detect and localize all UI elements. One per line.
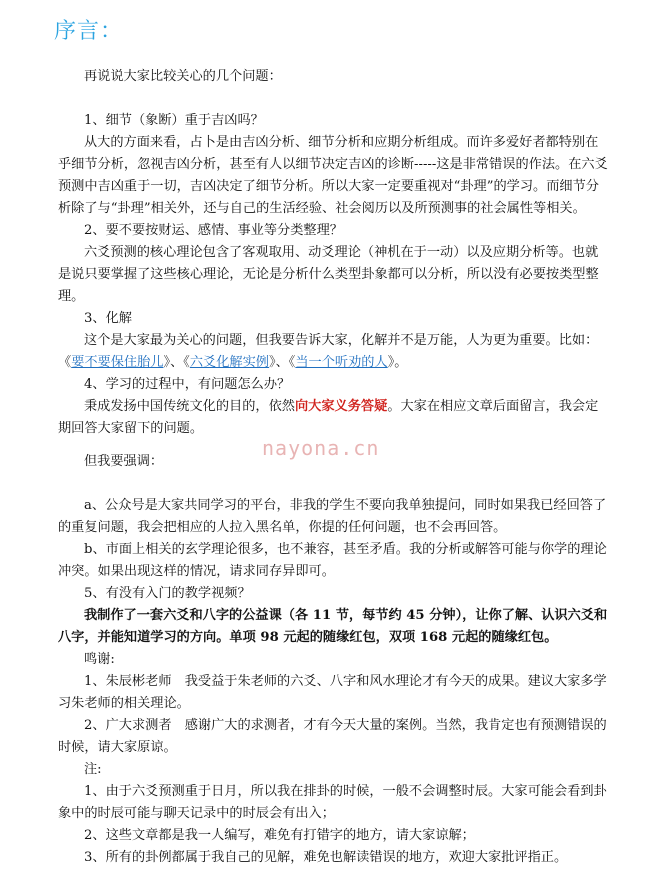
question-5-heading: 5、有没有入门的教学视频？	[84, 586, 251, 601]
link-keep-fetus[interactable]: 要不要保住胎儿	[71, 355, 164, 370]
question-3-body	[58, 330, 610, 374]
page-title: 序言：	[54, 19, 124, 44]
question-4-text-after: 。大家在相应文章后面留言，我会定期回答大家留下的问题。	[58, 399, 599, 436]
question-1-heading: 1、细节（象断）重于吉凶吗？	[84, 113, 264, 128]
thanks-item-2: 2、广大求测者 感谢广大的求测者，才有今天大量的案例。当然，我肯定也有预测错误的时候，请大家原谅。	[58, 718, 607, 755]
link-liuyao-resolution-examples[interactable]: 六爻化解实例	[189, 355, 269, 370]
point-a: a、公众号是大家共同学习的平台，非我的学生不要向我单独提问，同时如果我已经回答了的重复问题，我会把相应的人拉入黑名单，你提的任何问题，也不会再回答。	[58, 498, 607, 535]
question-4-text-before: 秉成发扬中国传统文化的目的，依然	[84, 399, 295, 414]
bracket-open: 《	[58, 355, 72, 370]
question-3-text: 这个是大家最为关心的问题，但我要告诉大家，化解并不是万能，人为更为重要。比如：	[84, 333, 599, 348]
note-1: 1、由于六爻预测重于日月，所以我在排卦的时候，一般不会调整时辰。大家可能会看到卦象中的时辰可能与聊天记录中的时辰会有出入；	[58, 784, 607, 821]
free-qa-highlight: 向大家义务答疑	[295, 399, 388, 414]
question-4-body	[58, 396, 610, 440]
link-listen-to-advice[interactable]: 当一个听劝的人	[295, 355, 388, 370]
note-3: 3、所有的卦例都属于我自己的见解，难免也解读错误的地方，欢迎大家批评指正。	[84, 850, 568, 865]
question-4-heading: 4、学习的过程中，有问题怎么办？	[84, 377, 291, 392]
watermark: nayona.cn	[262, 436, 380, 460]
intro-paragraph: 再说说大家比较关心的几个问题：	[84, 69, 282, 84]
question-1-body: 从大的方面来看，占卜是由吉凶分析、细节分析和应期分析组成。而许多爱好者都特别在乎细节分析，忽视吉凶分析，甚至有人以细节决定吉凶的诊断-----这是非常错误的作法。在六爻预测中吉凶重于一切，吉凶决定了细节分析。所以大家一定要重视对“卦理”的学习。而细节分析除了与“卦理”相关外，还与自己的生活经验、社会阅历以及所预测事的社会属性等相关。	[58, 135, 608, 216]
question-2-body: 六爻预测的核心理论包含了客观取用、动爻理论（神机在于一动）以及应期分析等。也就是说只要掌握了这些核心理论，无论是分析什么类型卦象都可以分析，所以没有必要按类型整理。	[58, 245, 599, 304]
bracket-separator: 》、《	[269, 355, 296, 370]
note-2: 2、这些文章都是我一人编写，难免有打错字的地方，请大家谅解；	[84, 828, 475, 843]
question-3-heading: 3、化解	[84, 311, 132, 326]
document-body	[58, 66, 610, 869]
notes-heading: 注:	[84, 762, 102, 777]
bracket-separator: 》、《	[163, 355, 190, 370]
question-5-body: 我制作了一套六爻和八字的公益课（各 11 节，每节约 45 分钟），让你了解、认识六爻和八字，并能知道学习的方向。单项 98 元起的随缘红包，双项 168 元起的随缘红包。	[58, 608, 608, 645]
question-2-heading: 2、要不要按财运、感情、事业等分类整理？	[84, 223, 343, 238]
thanks-item-1: 1、朱辰彬老师 我受益于朱老师的六爻、八字和风水理论才有今天的成果。建议大家多学习朱老师的相关理论。	[58, 674, 607, 711]
bracket-close: 》。	[387, 355, 408, 370]
point-b: b、市面上相关的玄学理论很多，也不兼容，甚至矛盾。我的分析或解答可能与你学的理论冲突。如果出现这样的情况，请求同存异即可。	[58, 542, 607, 579]
thanks-heading: 鸣谢:	[84, 652, 115, 667]
emphasis-heading: 但我要强调：	[84, 454, 164, 469]
